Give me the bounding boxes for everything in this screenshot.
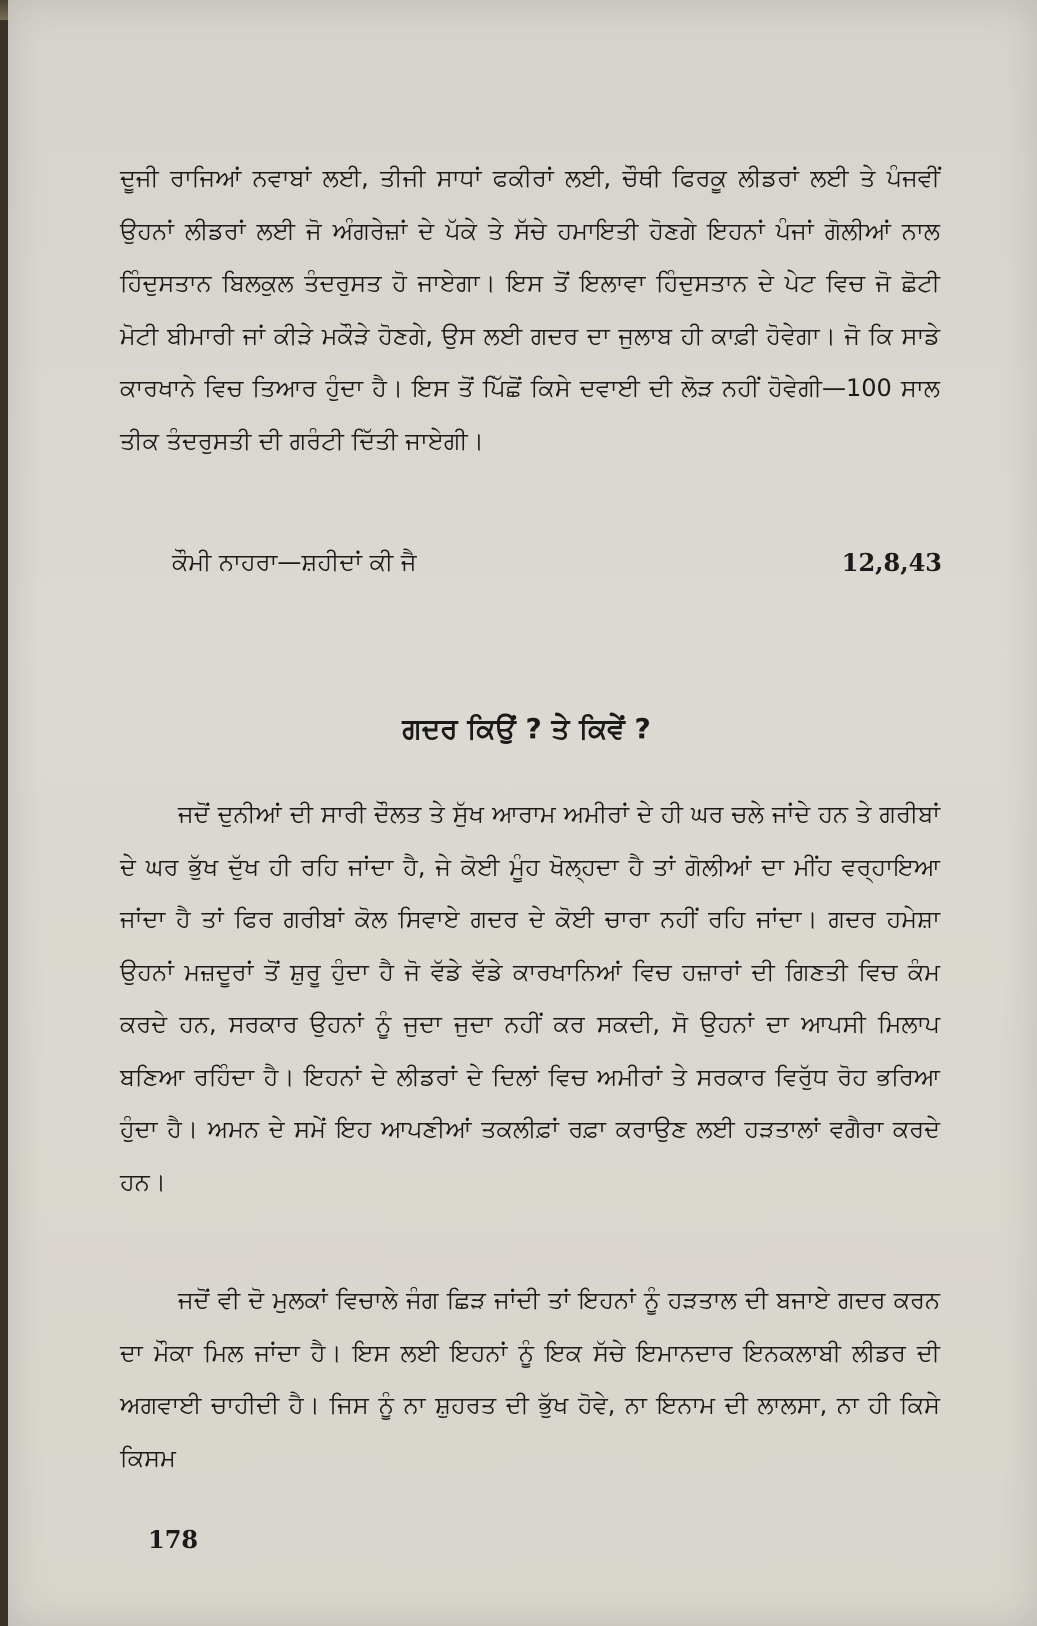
section-heading: ਗਦਰ ਕਿਉਂ ? ਤੇ ਕਿਵੇਂ ? — [402, 712, 651, 745]
attribution-line — [172, 548, 942, 577]
paragraph-1: ਦੂਜੀ ਰਾਜਿਆਂ ਨਵਾਬਾਂ ਲਈ, ਤੀਜੀ ਸਾਧਾਂ ਫਕੀਰਾਂ ਲਈ, ਚੌਥੀ ਫਿਰਕੂ ਲੀਡਰਾਂ ਲਈ ਤੇ ਪੰਜਵੀਂ ਉਹਨਾਂ ਲੀਡਰਾਂ ਲਈ ਜੋ ਅੰਗਰੇਜ਼ਾਂ ਦੇ ਪੱਕੇ ਤੇ ਸੱਚੇ ਹਮਾਇਤੀ ਹੋਣਗੇ ਇਹਨਾਂ ਪੰਜਾਂ ਗੋਲੀਆਂ ਨਾਲ ਹਿੰਦੁਸਤਾਨ ਬਿਲਕੁਲ ਤੰਦਰੁਸਤ ਹੋ ਜਾਏਗਾ। ਇਸ ਤੋਂ ਇਲਾਵਾ ਹਿੰਦੁਸਤਾਨ ਦੇ ਪੇਟ ਵਿਚ ਜੋ ਛੋਟੀ ਮੋਟੀ ਬੀਮਾਰੀ ਜਾਂ ਕੀੜੇ ਮਕੌੜੇ ਹੋਣਗੇ, ਉਸ ਲਈ ਗਦਰ ਦਾ ਜੁਲਾਬ ਹੀ ਕਾਫ਼ੀ ਹੋਵੇਗਾ। ਜੋ ਕਿ ਸਾਡੇ ਕਾਰਖਾਨੇ ਵਿਚ ਤਿਆਰ ਹੁੰਦਾ ਹੈ। ਇਸ ਤੋਂ ਪਿੱਛੋਂ ਕਿਸੇ ਦਵਾਈ ਦੀ ਲੋੜ ਨਹੀਂ ਹੋਵੇਗੀ—100 ਸਾਲ ਤੀਕ ਤੰਦਰੁਸਤੀ ਦੀ ਗਰੰਟੀ ਦਿੱਤੀ ਜਾਏਗੀ। — [120, 164, 940, 455]
book-page — [8, 0, 1037, 1626]
paragraph-3: ਜਦੋਂ ਵੀ ਦੋ ਮੁਲਕਾਂ ਵਿਚਾਲੇ ਜੰਗ ਛਿੜ ਜਾਂਦੀ ਤਾਂ ਇਹਨਾਂ ਨੂੰ ਹੜਤਾਲ ਦੀ ਬਜਾਏ ਗਦਰ ਕਰਨ ਦਾ ਮੌਕਾ ਮਿਲ ਜਾਂਦਾ ਹੈ। ਇਸ ਲਈ ਇਹਨਾਂ ਨੂੰ ਇਕ ਸੱਚੇ ਇਮਾਨਦਾਰ ਇਨਕਲਾਬੀ ਲੀਡਰ ਦੀ ਅਗਵਾਈ ਚਾਹੀਦੀ ਹੈ। ਜਿਸ ਨੂੰ ਨਾ ਸ਼ੁਹਰਤ ਦੀ ਭੁੱਖ ਹੋਵੇ, ਨਾ ਇਨਾਮ ਦੀ ਲਾਲਸਾ, ਨਾ ਹੀ ਕਿਸੇ ਕਿਸਮ — [120, 1286, 940, 1472]
paragraph-2: ਜਦੋਂ ਦੁਨੀਆਂ ਦੀ ਸਾਰੀ ਦੌਲਤ ਤੇ ਸੁੱਖ ਆਰਾਮ ਅਮੀਰਾਂ ਦੇ ਹੀ ਘਰ ਚਲੇ ਜਾਂਦੇ ਹਨ ਤੇ ਗਰੀਬਾਂ ਦੇ ਘਰ ਭੁੱਖ ਦੁੱਖ ਹੀ ਰਹਿ ਜਾਂਦਾ ਹੈ, ਜੇ ਕੋਈ ਮੂੰਹ ਖੋਲ੍ਹਦਾ ਹੈ ਤਾਂ ਗੋਲੀਆਂ ਦਾ ਮੀਂਹ ਵਰ੍ਹਾਇਆ ਜਾਂਦਾ ਹੈ ਤਾਂ ਫਿਰ ਗਰੀਬਾਂ ਕੋਲ ਸਿਵਾਏ ਗਦਰ ਦੇ ਕੋਈ ਚਾਰਾ ਨਹੀਂ ਰਹਿ ਜਾਂਦਾ। ਗਦਰ ਹਮੇਸ਼ਾ ਉਹਨਾਂ ਮਜ਼ਦੂਰਾਂ ਤੋਂ ਸ਼ੁਰੂ ਹੁੰਦਾ ਹੈ ਜੋ ਵੱਡੇ ਵੱਡੇ ਕਾਰਖਾਨਿਆਂ ਵਿਚ ਹਜ਼ਾਰਾਂ ਦੀ ਗਿਣਤੀ ਵਿਚ ਕੰਮ ਕਰਦੇ ਹਨ, ਸਰਕਾਰ ਉਹਨਾਂ ਨੂੰ ਜੁਦਾ ਜੁਦਾ ਨਹੀਂ ਕਰ ਸਕਦੀ, ਸੋ ਉਹਨਾਂ ਦਾ ਆਪਸੀ ਮਿਲਾਪ ਬਣਿਆ ਰਹਿੰਦਾ ਹੈ। ਇਹਨਾਂ ਦੇ ਲੀਡਰਾਂ ਦੇ ਦਿਲਾਂ ਵਿਚ ਅਮੀਰਾਂ ਤੇ ਸਰਕਾਰ ਵਿਰੁੱਧ ਰੋਹ ਭਰਿਆ ਹੁੰਦਾ ਹੈ। ਅਮਨ ਦੇ ਸਮੇਂ ਇਹ ਆਪਣੀਆਂ ਤਕਲੀਫ਼ਾਂ ਰਫ਼ਾ ਕਰਾਉਣ ਲਈ ਹੜਤਾਲਾਂ ਵਗੈਰਾ ਕਰਦੇ ਹਨ। — [120, 800, 940, 1196]
attribution-source: ਕੌਮੀ ਨਾਹਰਾ—ਸ਼ਹੀਦਾਂ ਕੀ ਜੈ — [172, 548, 417, 576]
page-number: 178 — [148, 1525, 199, 1554]
attribution-date: 12,8,43 — [841, 548, 942, 577]
